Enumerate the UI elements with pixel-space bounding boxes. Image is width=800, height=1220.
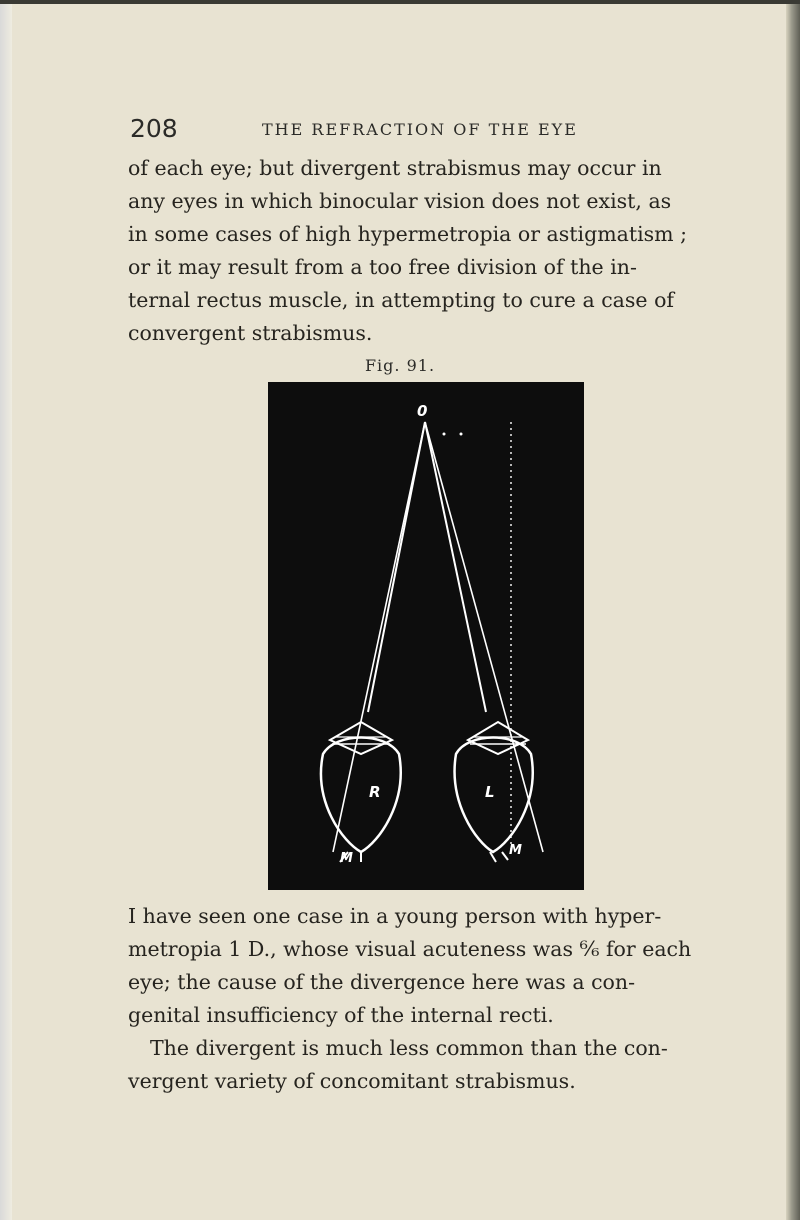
text-line: metropia 1 D., whose visual acuteness was ⁶⁄₆ for each: [128, 937, 692, 961]
running-head: [130, 114, 710, 144]
text-line: or it may result from a too free division of the in-: [128, 255, 637, 279]
text-line: The divergent is much less common than the con-: [150, 1036, 668, 1060]
visual-line-left: [425, 422, 486, 712]
text-line: in some cases of high hypermetropia or astigmatism ;: [128, 222, 688, 246]
left-eye-label: L: [485, 783, 495, 801]
top-border: [0, 0, 800, 4]
strabismus-figure: [268, 382, 584, 890]
text-line: convergent strabismus.: [128, 321, 373, 345]
page-right-edge: [786, 0, 800, 1220]
dot-mark: [443, 433, 446, 436]
text-line: ternal rectus muscle, in attempting to cure a case of: [128, 288, 674, 312]
text-line: eye; the cause of the divergence here was a con-: [128, 970, 636, 994]
figure-illustration: [268, 382, 584, 890]
text-line: genital insufficiency of the internal recti.: [128, 1003, 554, 1027]
text-line: any eyes in which binocular vision does not exist, as: [128, 189, 672, 213]
text-line: vergent variety of concomitant strabismus.: [128, 1069, 576, 1093]
right-eye: [321, 722, 401, 862]
figure-caption: Fig. 91.: [364, 356, 436, 375]
paragraph-bottom: [128, 900, 713, 1098]
dot-mark: [460, 433, 463, 436]
paragraph-top: [128, 152, 713, 350]
text-line: of each eye; but divergent strabismus may occur in: [128, 156, 662, 180]
text-line: I have seen one case in a young person with hyper-: [128, 904, 662, 928]
left-muscle-label: M: [509, 843, 522, 858]
right-eye-label: R: [369, 783, 381, 801]
running-head-title: THE REFRACTION OF THE EYE: [262, 120, 578, 139]
page-left-edge: [0, 0, 12, 1220]
visual-axis-left: [425, 422, 543, 852]
point-label: 0: [417, 402, 428, 420]
right-muscle-label: M: [340, 851, 353, 866]
page-number: 208: [130, 114, 178, 143]
